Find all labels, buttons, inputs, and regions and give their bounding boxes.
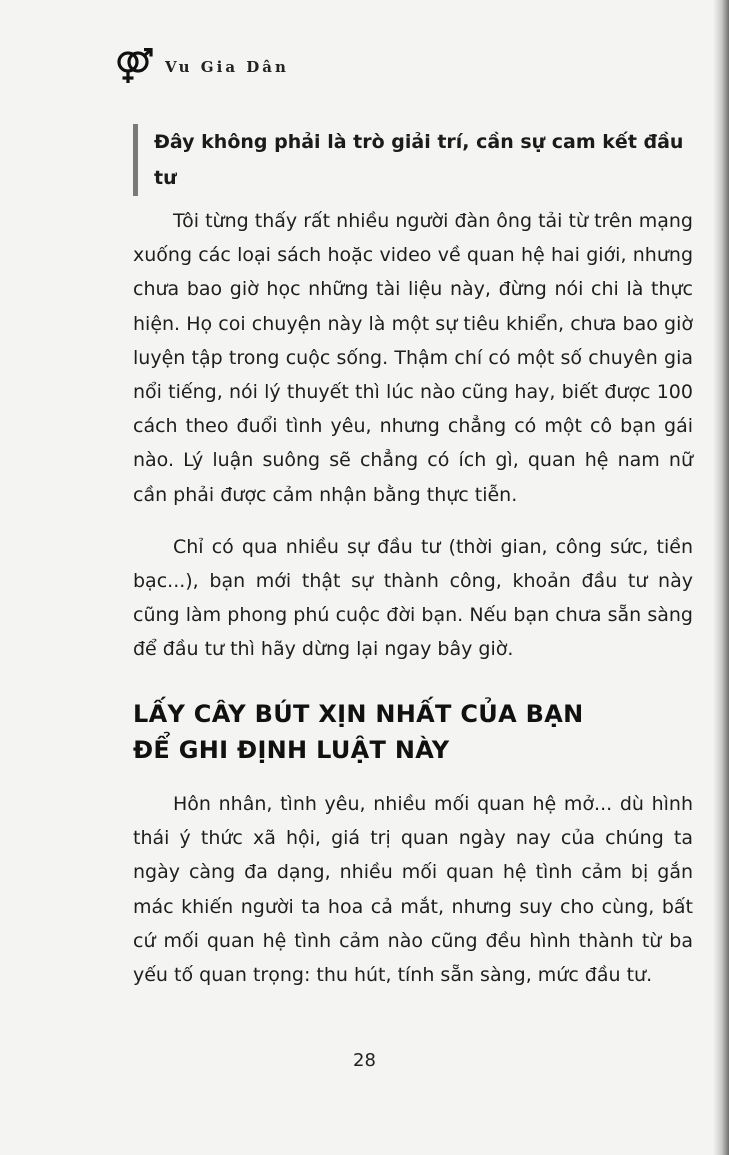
section-heading-line-1: LẤY CÂY BÚT XỊN NHẤT CỦA BẠN [133, 700, 584, 728]
paragraph: Tôi từng thấy rất nhiều người đàn ông tải từ trên mạng xuống các loại sách hoặc video về quan hệ hai giới, nhưng chưa bao giờ học những tài liệu này, đừng nói chi là thực hiện. Họ coi chuyện này là một sự tiêu khiển, chưa bao giờ luyện tập trong cuộc sống. Thậm chí có một số chuyên gia nổi tiếng, nói lý thuyết thì lúc nào cũng hay, biết được 100 cách theo đuổi tình yêu, nhưng chẳng có một cô bạn gái nào. Lý luận suông sẽ chẳng có ích gì, quan hệ nam nữ cần phải được cảm nhận bằng thực tiễn. [133, 210, 693, 506]
running-header [115, 48, 289, 86]
paragraph: Chỉ có qua nhiều sự đầu tư (thời gian, công sức, tiền bạc...), bạn mới thật sự thành công, khoản đầu tư này cũng làm phong phú cuộc đời bạn. Nếu bạn chưa sẵn sàng để đầu tư thì hãy dừng lại ngay bây giờ. [133, 535, 693, 661]
text-block-after-heading [133, 787, 693, 992]
section-heading-line-2: ĐỂ GHI ĐỊNH LUẬT NÀY [133, 736, 450, 764]
page-edge-shadow [713, 0, 729, 1155]
page-number: 28 [353, 1050, 376, 1071]
section-heading [133, 696, 693, 768]
subheading: Đây không phải là trò giải trí, cần sự cam kết đầu tư [133, 124, 694, 196]
paragraph: Hôn nhân, tình yêu, nhiều mối quan hệ mở... dù hình thái ý thức xã hội, giá trị quan ngày nay của chúng ta ngày càng đa dạng, nhiều mối quan hệ tình cảm bị gắn mác khiến người ta hoa cả mắt, nhưng suy cho cùng, bất cứ mối quan hệ tình cảm nào cũng đều hình thành từ ba yếu tố quan trọng: thu hút, tính sẵn sàng, mức đầu tư. [133, 793, 693, 987]
male-female-symbol-icon [115, 48, 155, 86]
author-name: Vu Gia Dân [165, 58, 289, 76]
text-block-before-heading [133, 204, 693, 667]
